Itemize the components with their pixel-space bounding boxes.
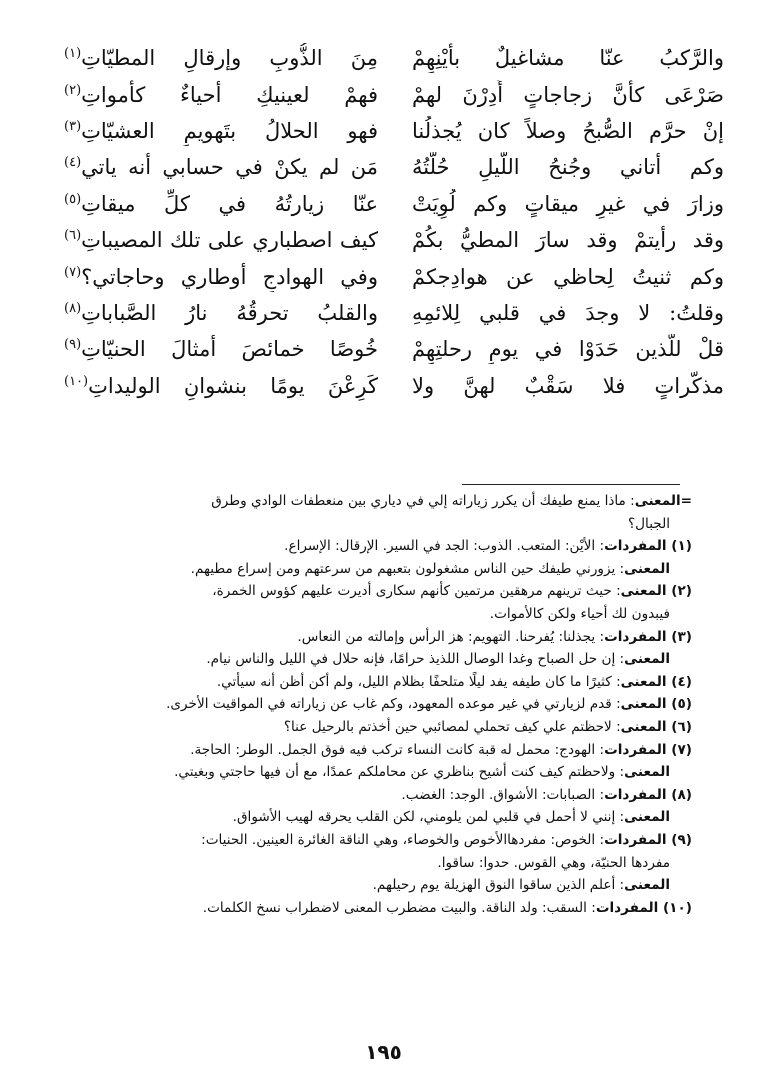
footnote-label: (١) المفردات <box>604 538 692 555</box>
footnote-text: : لاحظتم علي كيف تحملي لمصائبي حين أخذتم بالرحيل عنا؟ <box>283 718 621 735</box>
footnote-label: (٢) المعنى <box>620 583 692 600</box>
verse-second-hemistich <box>64 371 378 401</box>
footnote-text: : إنني لا أحمل في قلبي لمن يلومني، لكن القلب يحرقه لهيب الأشواق. <box>232 809 625 826</box>
verse-first-hemistich: صَرْعَى كأنَّ زجاجاتٍ أُدِرْنَ لهمْ <box>412 82 724 107</box>
footnote-text: : قدم لزيارتي في غير موعده المعهود، وكم غاب عن زياراته في المواقيت الأخرى. <box>166 696 621 713</box>
footnote-text: : يزورني طيفك حين الناس مشغولون بتعبهم من سرعتهم ومن إسراع مطيهم. <box>190 560 625 577</box>
footnote-text: : ماذا يمنع طيفك أن يكرر زياراته إلي في دياري بين منعطفات الوادي وطرق <box>211 493 635 509</box>
footnote-line <box>72 490 692 513</box>
verse-second-hemistich-text: فهمْ لعينيكِ أحياءٌ كأمواتِ <box>81 82 378 107</box>
footnote-line <box>72 535 692 558</box>
footnote-line <box>72 829 692 852</box>
footnote-text: : يجذلنا: يُفرحنا. التهويم: هز الرأس وإمالته من النعاس. <box>297 628 605 645</box>
footnote-label: (٩) المفردات <box>604 831 692 848</box>
verse <box>64 295 724 331</box>
verse-second-hemistich-text: مِنَ الذُّوبِ وإرقالِ المطيّاتِ <box>81 46 378 71</box>
verse-second-hemistich <box>64 262 378 292</box>
footnote-text: : ولاحظتم كيف كنت أشيح بناظري عن محاملكم عمدًا، مع أن فيها حاجتي وبغيتي. <box>174 764 625 781</box>
footnote-reference: (٦) <box>64 228 82 244</box>
verse-second-hemistich-text: كَرِعْنَ يومًا بنشوانِ الوليداتِ <box>88 373 378 398</box>
verse-second-hemistich <box>64 43 378 73</box>
footnote-label: (٥) المعنى <box>620 696 692 713</box>
footnote-line <box>72 761 692 784</box>
footnote-label: المعنى <box>624 651 670 668</box>
footnote-line <box>72 671 692 694</box>
footnote-reference: (٩) <box>64 337 82 353</box>
verse-second-hemistich <box>64 116 378 146</box>
verse-first-hemistich: وقلتُ: لا وجدَ في قلبي لِلائمِهِ <box>412 300 724 325</box>
verse-first-hemistich: وكم أتاني وجُنحُ اللَّيلِ حُلَّتُهُ <box>412 155 724 180</box>
footnote-reference: (٥) <box>64 191 82 207</box>
footnote-reference: (٨) <box>64 300 82 316</box>
footnote-label: (٧) المفردات <box>604 741 692 758</box>
footnote-text: : أعلم الذين ساقوا النوق الهزيلة يوم رحيلهم. <box>372 877 625 894</box>
verse-first-hemistich: وقد رأيتمْ وقد سارَ المطيُّ بكُمْ <box>412 228 724 253</box>
footnote-label: =المعنى <box>634 493 692 509</box>
verse-second-hemistich-text: عنّا زيارتُهُ في كلِّ ميقاتِ <box>81 191 378 216</box>
verse-second-hemistich-text: خُوصًا خمائصَ أمثالَ الحنيّاتِ <box>81 337 378 362</box>
footnote-text: : السقب: ولد الناقة. والبيت مضطرب المعنى لاضطراب نسخ الكلمات. <box>202 899 596 916</box>
footnote-text: : الخوص: مفردهاالأخوص والخوصاء، وهي الناقة الغائرة العينين. الحنيات: <box>201 831 605 848</box>
footnote-line <box>72 739 692 762</box>
footnote-line <box>72 784 692 807</box>
footnote-line <box>72 693 692 716</box>
verse <box>64 222 724 258</box>
footnote-label: المعنى <box>624 764 670 781</box>
verse <box>64 186 724 222</box>
footnote-separator <box>462 484 680 485</box>
footnotes <box>72 490 692 919</box>
footnote-line <box>72 897 692 920</box>
footnote-label: (١٠) المفردات <box>595 899 692 916</box>
page-number: ١٩٥ <box>365 1040 402 1064</box>
footnote-line <box>72 806 692 829</box>
footnote-line <box>72 626 692 649</box>
verse-second-hemistich <box>64 225 378 255</box>
footnote-line <box>72 603 692 626</box>
footnote-reference: (٧) <box>64 264 82 280</box>
verse-first-hemistich: قلْ للَّذين حَدَوْا في يومِ رحلتِهِمْ <box>412 337 724 362</box>
footnote-text: : الأيْن: المتعب. الذوب: الجد في السير. الإرقال: الإسراع. <box>284 538 605 555</box>
verse <box>64 113 724 149</box>
footnote-line <box>72 513 692 536</box>
footnote-label: (٤) المعنى <box>620 673 692 690</box>
verse-first-hemistich: وكم ثنيتُ لِحاظي عن هوادِجكمْ <box>412 264 724 289</box>
poem <box>64 40 724 404</box>
verse-second-hemistich <box>64 298 378 328</box>
footnote-text: مفردها الحنيّة، وهي القوس. حدوا: ساقوا. <box>437 854 670 871</box>
verse-second-hemistich <box>64 80 378 110</box>
footnote-reference: (٤) <box>64 155 82 171</box>
verse-first-hemistich: مذكَّراتٍ فلا سَقْبٌ لهنَّ ولا <box>412 373 724 398</box>
footnote-text: : حيث ترينهم مرهقين مرتمين كأنهم سكارى أديرت عليهم كؤوس الخمرة، <box>212 583 621 600</box>
footnote-line <box>72 648 692 671</box>
footnote-reference: (٣) <box>64 118 82 134</box>
verse-second-hemistich-text: كيف اصطباري على تلك المصيباتِ <box>81 228 378 253</box>
footnote-label: (٣) المفردات <box>604 628 692 645</box>
footnote-reference: (١) <box>64 46 82 62</box>
footnote-reference: (٢) <box>64 82 82 98</box>
verse <box>64 76 724 112</box>
verse <box>64 149 724 185</box>
footnote-text: : إن حل الصباح وغدا الوصال اللذيذ حرامًا، فإنه حلال في الليل والناس نيام. <box>206 651 625 668</box>
footnote-label: (٨) المفردات <box>604 786 692 803</box>
verse <box>64 40 724 76</box>
verse-second-hemistich-text: مَن لم يكنْ في حسابي أنه ياتي <box>81 155 378 180</box>
verse-second-hemistich <box>64 189 378 219</box>
verse-first-hemistich: وزارَ في غيرِ ميقاتٍ وكم لُوِيَتْ <box>412 191 724 216</box>
footnote-label: المعنى <box>624 877 670 894</box>
verse-second-hemistich-text: والقلبُ تحرقُهُ نارُ الصَّباباتِ <box>81 300 378 325</box>
footnote-label: (٦) المعنى <box>620 718 692 735</box>
footnote-reference: (١٠) <box>64 373 89 389</box>
footnote-text: فيبدون لك أحياء ولكن كالأموات. <box>489 605 670 622</box>
verse-second-hemistich <box>64 334 378 364</box>
footnote-label: المعنى <box>624 560 670 577</box>
verse-second-hemistich-text: وفي الهوادجِ أوطاري وحاجاتي؟ <box>81 264 378 289</box>
verse-second-hemistich <box>64 152 378 182</box>
verse-second-hemistich-text: فهو الحلالُ بتَهويمِ العشيّاتِ <box>81 118 378 143</box>
footnote-line <box>72 716 692 739</box>
footnote-text: : كثيرًا ما كان طيفه يفد ليلًا متلحفًا بظلام الليل، ولم أكن أظن أنه سيأتي. <box>216 673 621 690</box>
footnote-line <box>72 580 692 603</box>
footnote-text: : الهودج: محمل له قبة كانت النساء تركب فيه فوق الجمل. الوطر: الحاجة. <box>190 741 605 758</box>
verse <box>64 368 724 404</box>
footnote-text: الجبال؟ <box>627 515 670 532</box>
footnote-line <box>72 874 692 897</box>
verse-first-hemistich: والرَّكبُ عنّا مشاغيلٌ بأيْنِهِمْ <box>412 46 724 71</box>
verse <box>64 258 724 294</box>
footnote-text: : الصبابات: الأشواق. الوجد: الغضب. <box>401 786 605 803</box>
footnote-label: المعنى <box>624 809 670 826</box>
footnote-line <box>72 852 692 875</box>
verse-first-hemistich: إنْ حرَّم الصُّبحُ وصلاً كان يُجذلُنا <box>412 118 724 143</box>
verse <box>64 331 724 367</box>
footnote-line <box>72 558 692 581</box>
